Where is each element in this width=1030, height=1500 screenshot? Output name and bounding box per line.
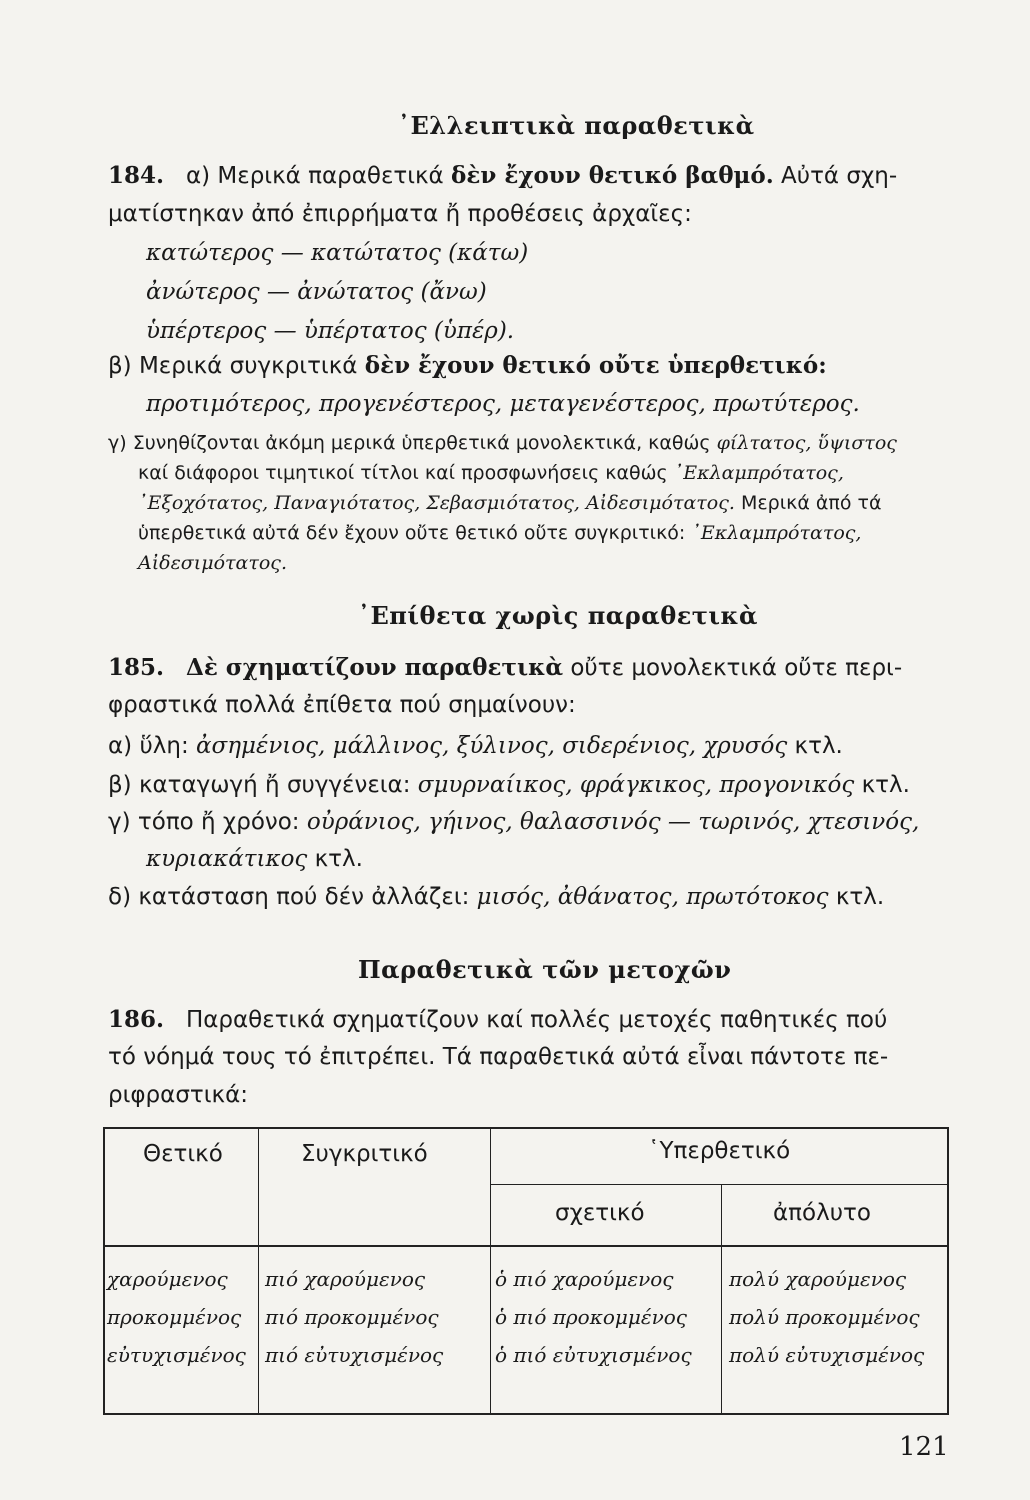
para-185-c-cont [146,846,363,872]
italic-text: κυριακάτικος [146,846,308,872]
header-positive: Θετικό [143,1141,223,1167]
para-number: 185. [108,654,165,681]
table-cell: προκομμένος [107,1305,242,1329]
para-184-line2: ματίστηκαν ἀπό ἐπιρρήματα ἤ προθέσεις ἀρχαῖες: [108,201,692,227]
text: α) ὕλη: [108,733,189,759]
table-border [258,1127,259,1415]
para-185-b [108,772,910,798]
text: ὑπερθετικά αὐτά δέν ἔχουν οὔτε θετικό οὔτε συγκριτικό: [138,522,686,544]
table-border [490,1184,949,1185]
para-184-g-line3 [138,492,882,514]
para-186-line3: ριφραστικά: [108,1082,248,1108]
bold-text: Δὲ σχηματίζουν παραθετικὰ [185,654,564,681]
para-186-line2: τό νόημά τους τό ἐπιτρέπει. Τά παραθετικά αὐτά εἶναι πάντοτε πε- [108,1044,889,1070]
table-border [490,1127,491,1415]
bold-text: δὲν ἔχουν θετικό βαθμό. [451,162,774,189]
bold-text: δὲν ἔχουν θετικό οὔτε ὑπερθετικό: [364,352,827,379]
section-heading-no-comparison: ᾿Επίθετα χωρὶς παραθετικὰ [358,601,759,630]
table-cell: ὁ πιό εὐτυχισμένος [495,1343,692,1367]
header-relative: σχετικό [555,1200,645,1226]
text: καί διάφοροι τιμητικοί τίτλοι καί προσφωνήσεις καθώς [138,462,668,484]
header-comparative: Συγκριτικό [301,1141,428,1167]
text: γ) τόπο ἤ χρόνο: [108,809,300,835]
para-184-line1 [108,162,897,189]
text: οὔτε μονολεκτικά οὔτε περι- [570,655,903,681]
table-border [103,1127,105,1415]
section-heading-elliptic: ᾿Ελλειπτικὰ παραθετικὰ [398,111,755,140]
table-border [947,1127,949,1415]
table-cell: χαρούμενος [107,1267,228,1291]
text: κτλ. [835,884,885,910]
para-number: 186. [108,1006,165,1033]
text: α) Μερικά παραθετικά [185,163,444,189]
table-border [721,1185,722,1415]
header-superlative: ῾Υπερθετικό [648,1138,791,1164]
example-line: ἀνώτερος — ἀνώτατος (ἄνω) [146,279,487,305]
para-185-c [108,809,919,835]
page-number: 121 [899,1432,949,1462]
example-line: κατώτερος — κατώτατος (κάτω) [146,240,529,266]
example-line: προτιμότερος, προγενέστερος, μεταγενέστερος, πρωτύτερος. [146,391,860,417]
para-185-a [108,733,843,759]
italic-text: ᾿Εξοχότατος, Παναγιότατος, Σεβασμιότατος, Αἰδεσιμότατος. [138,492,735,514]
text: γ) Συνηθίζονται ἀκόμη μερικά ὑπερθετικά μονολεκτικά, καθώς [108,432,711,454]
text: κτλ. [861,772,910,798]
para-number: 184. [108,162,165,189]
table-cell: πιό προκομμένος [265,1305,439,1329]
table-cell: πολύ προκομμένος [729,1305,920,1329]
para-184-g-line4 [138,522,861,544]
table-cell: πιό εὐτυχισμένος [265,1343,444,1367]
text: β) Μερικά συγκριτικά [108,353,358,379]
text: Παραθετικά σχηματίζουν καί πολλές μετοχές παθητικές πού [185,1007,888,1033]
para-186-line1 [108,1006,887,1033]
para-184-g-line1 [108,432,897,454]
para-185-line2: φραστικά πολλά ἐπίθετα πού σημαίνουν: [108,692,576,718]
text: β) καταγωγή ἤ συγγένεια: [108,772,411,798]
header-absolute: ἀπόλυτο [773,1200,871,1226]
table-border [103,1127,949,1129]
text: δ) κατάσταση πού δέν ἀλλάζει: [108,884,470,910]
italic-text: ᾿Εκλαμπρότατος, [691,522,862,544]
table-border [103,1245,949,1247]
para-185-line1 [108,654,902,681]
text: Μερικά ἀπό τά [740,492,882,514]
italic-text: οὐράνιος, γήινος, θαλασσινός — τωρινός, χτεσινός, [306,809,920,835]
table-cell: ὁ πιό προκομμένος [495,1305,688,1329]
italic-text: ᾿Εκλαμπρότατος, [673,462,844,484]
table-cell: πιό χαρούμενος [265,1267,426,1291]
italic-text: φίλτατος, ὕψιστος [716,432,897,454]
para-185-d [108,884,884,910]
text: κτλ. [314,846,363,872]
italic-text: ἀσημένιος, μάλλινος, ξύλινος, σιδερένιος, χρυσός [196,733,788,759]
text: Αὐτά σχη- [781,163,898,189]
para-184-b [108,352,827,379]
example-line: ὑπέρτερος — ὑπέρτατος (ὑπέρ). [146,318,515,344]
italic-text: σμυρναίικος, φράγκικος, προγονικός [417,772,855,798]
italic-text: μισός, ἀθάνατος, πρωτότοκος [476,884,829,910]
table-cell: πολύ εὐτυχισμένος [729,1343,925,1367]
table-cell: πολύ χαρούμενος [729,1267,907,1291]
para-184-g-line2 [138,462,844,484]
table-cell: ὁ πιό χαρούμενος [495,1267,674,1291]
table-cell: εὐτυχισμένος [107,1343,246,1367]
text: κτλ. [794,733,843,759]
section-heading-participles: Παραθετικὰ τῶν μετοχῶν [358,955,732,984]
participle-comparison-table [103,1127,949,1415]
table-border [103,1413,949,1415]
para-184-g-line5: Αἰδεσιμότατος. [138,552,287,574]
